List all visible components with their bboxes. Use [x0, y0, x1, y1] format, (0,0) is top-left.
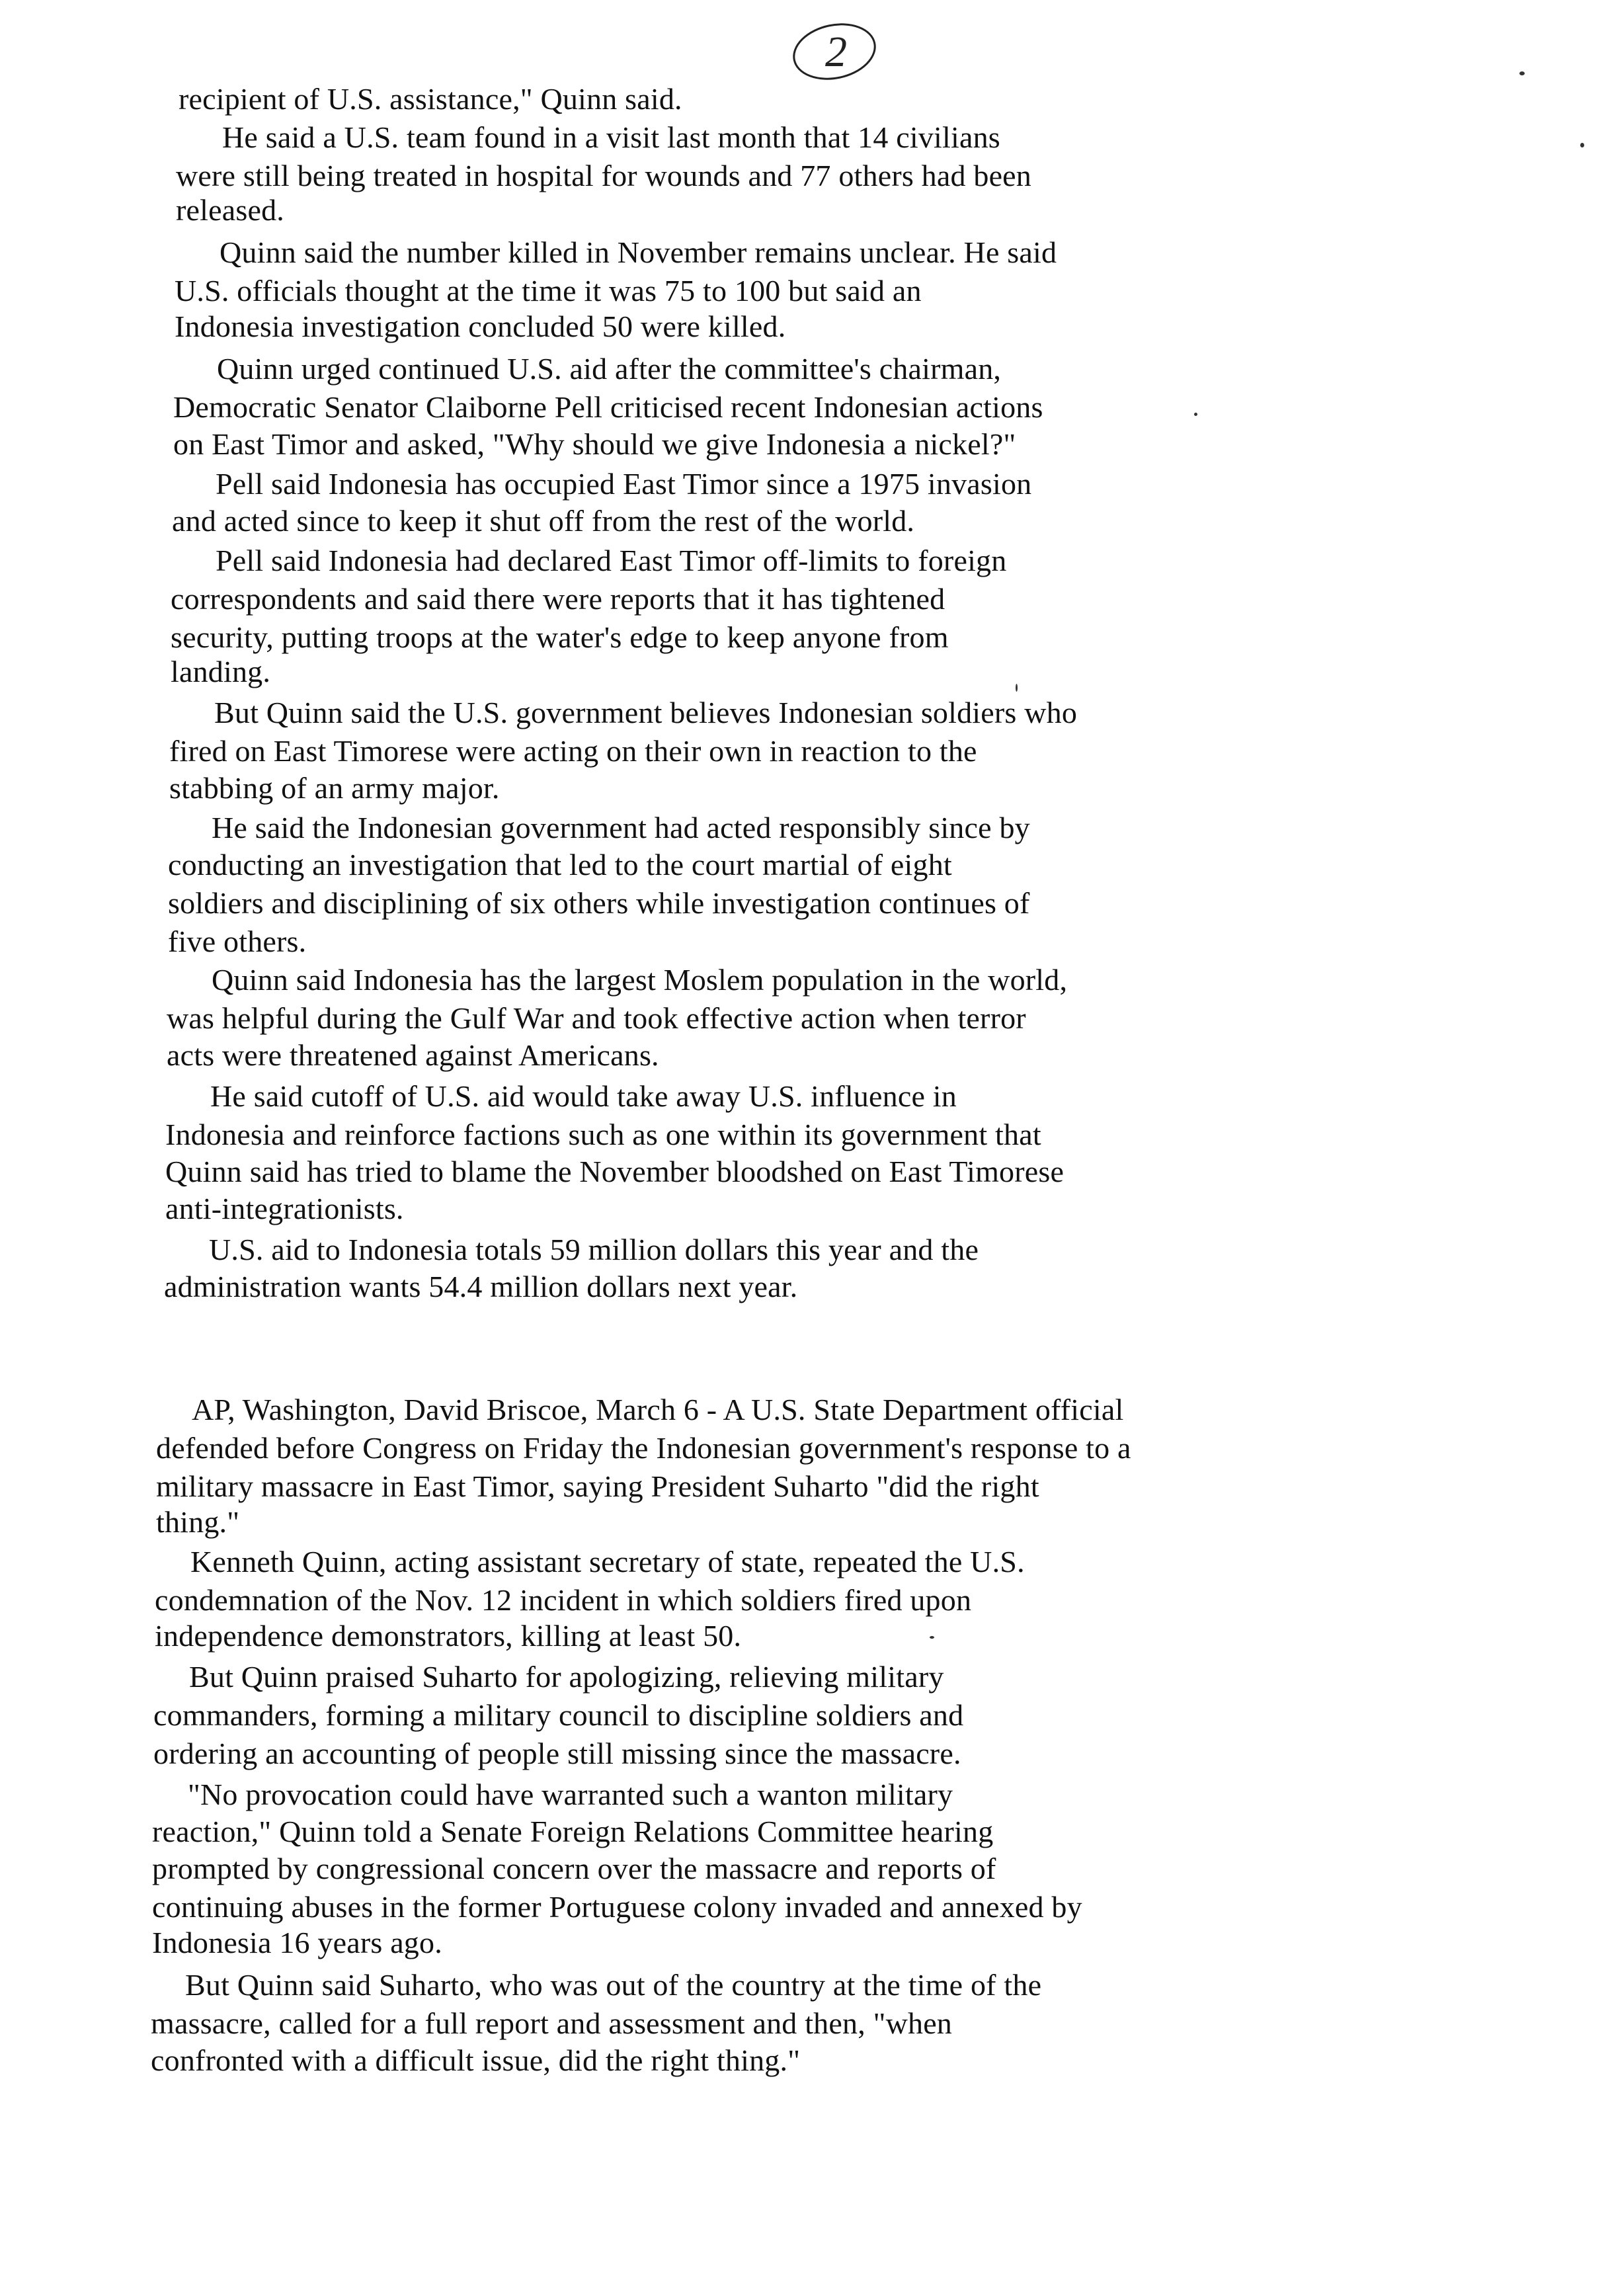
text-line: Indonesia and reinforce factions such as one within its government that [165, 1118, 1041, 1151]
text-line: defended before Congress on Friday the Indonesian government's response to a [156, 1431, 1131, 1465]
text-line: military massacre in East Timor, saying President Suharto "did the right [156, 1469, 1039, 1503]
text-line: Quinn said Indonesia has the largest Moslem population in the world, [212, 963, 1068, 997]
text-line: soldiers and disciplining of six others while investigation continues of [168, 886, 1030, 920]
text-line: But Quinn said the U.S. government believes Indonesian soldiers who [214, 696, 1078, 729]
text-line: U.S. officials thought at the time it was 75 to 100 but said an [175, 274, 922, 308]
text-line: Indonesia 16 years ago. [152, 1926, 442, 1959]
text-line: security, putting troops at the water's edge to keep anyone from [171, 620, 949, 654]
text-line: reaction," Quinn told a Senate Foreign Relations Committee hearing [152, 1815, 994, 1848]
text-line: U.S. aid to Indonesia totals 59 million dollars this year and the [209, 1233, 979, 1266]
text-line: stabbing of an army major. [169, 771, 500, 805]
text-line: Quinn said has tried to blame the November bloodshed on East Timorese [165, 1155, 1065, 1188]
text-line: prompted by congressional concern over the massacre and reports of [152, 1852, 996, 1885]
scan-speck [1194, 413, 1197, 416]
text-line: condemnation of the Nov. 12 incident in which soldiers fired upon [155, 1583, 972, 1617]
scan-speck [1580, 143, 1584, 147]
text-line: correspondents and said there were reports that it has tightened [171, 582, 945, 616]
scan-speck [1519, 71, 1525, 75]
text-line: continuing abuses in the former Portuguese colony invaded and annexed by [152, 1890, 1082, 1924]
text-line: independence demonstrators, killing at least 50. [155, 1619, 742, 1653]
text-line: five others. [168, 924, 307, 958]
text-line: But Quinn said Suharto, who was out of the country at the time of the [185, 1968, 1042, 2002]
text-line: Pell said Indonesia had declared East Timor off-limits to foreign [216, 544, 1007, 577]
text-line: massacre, called for a full report and assessment and then, "when [151, 2006, 953, 2040]
text-line: Pell said Indonesia has occupied East Timor since a 1975 invasion [216, 467, 1032, 501]
text-line: and acted since to keep it shut off from the rest of the world. [172, 504, 915, 538]
text-line: Quinn said the number killed in November remains unclear. He said [220, 235, 1057, 269]
text-line: He said cutoff of U.S. aid would take away U.S. influence in [210, 1079, 957, 1113]
text-line: Quinn urged continued U.S. aid after the committee's chairman, [217, 352, 1002, 386]
scan-speck [1016, 684, 1018, 692]
text-line: recipient of U.S. assistance," Quinn said. [179, 82, 682, 116]
text-line: commanders, forming a military council to discipline soldiers and [153, 1698, 964, 1732]
text-line: released. [176, 193, 284, 227]
text-line: AP, Washington, David Briscoe, March 6 - A U.S. State Department official [192, 1393, 1124, 1426]
text-line: landing. [171, 655, 271, 688]
text-line: confronted with a difficult issue, did the right thing." [151, 2043, 801, 2077]
text-line: He said the Indonesian government had acted responsibly since by [212, 811, 1030, 844]
text-line: But Quinn praised Suharto for apologizing, relieving military [189, 1660, 944, 1694]
text-line: Democratic Senator Claiborne Pell criticised recent Indonesian actions [173, 390, 1043, 424]
text-line: fired on East Timorese were acting on their own in reaction to the [169, 734, 977, 768]
text-line: Indonesia investigation concluded 50 were killed. [175, 309, 786, 343]
text-line: were still being treated in hospital for wounds and 77 others had been [176, 159, 1032, 192]
page-number-text: 2 [825, 28, 847, 76]
text-line: thing." [156, 1505, 240, 1539]
text-line: on East Timor and asked, "Why should we give Indonesia a nickel?" [173, 427, 1016, 461]
text-line: was helpful during the Gulf War and took effective action when terror [167, 1001, 1026, 1035]
scan-speck [930, 1636, 934, 1639]
text-line: acts were threatened against Americans. [167, 1038, 659, 1072]
handwritten-page-number [787, 13, 886, 86]
text-line: ordering an accounting of people still missing since the massacre. [153, 1737, 961, 1770]
text-line: "No provocation could have warranted such a wanton military [188, 1778, 953, 1811]
text-line: Kenneth Quinn, acting assistant secretary of state, repeated the U.S. [190, 1545, 1025, 1578]
text-line: administration wants 54.4 million dollars next year. [164, 1270, 798, 1303]
text-line: conducting an investigation that led to the court martial of eight [168, 848, 952, 882]
text-line: He said a U.S. team found in a visit last month that 14 civilians [222, 120, 1000, 154]
text-line: anti-integrationists. [165, 1192, 404, 1225]
